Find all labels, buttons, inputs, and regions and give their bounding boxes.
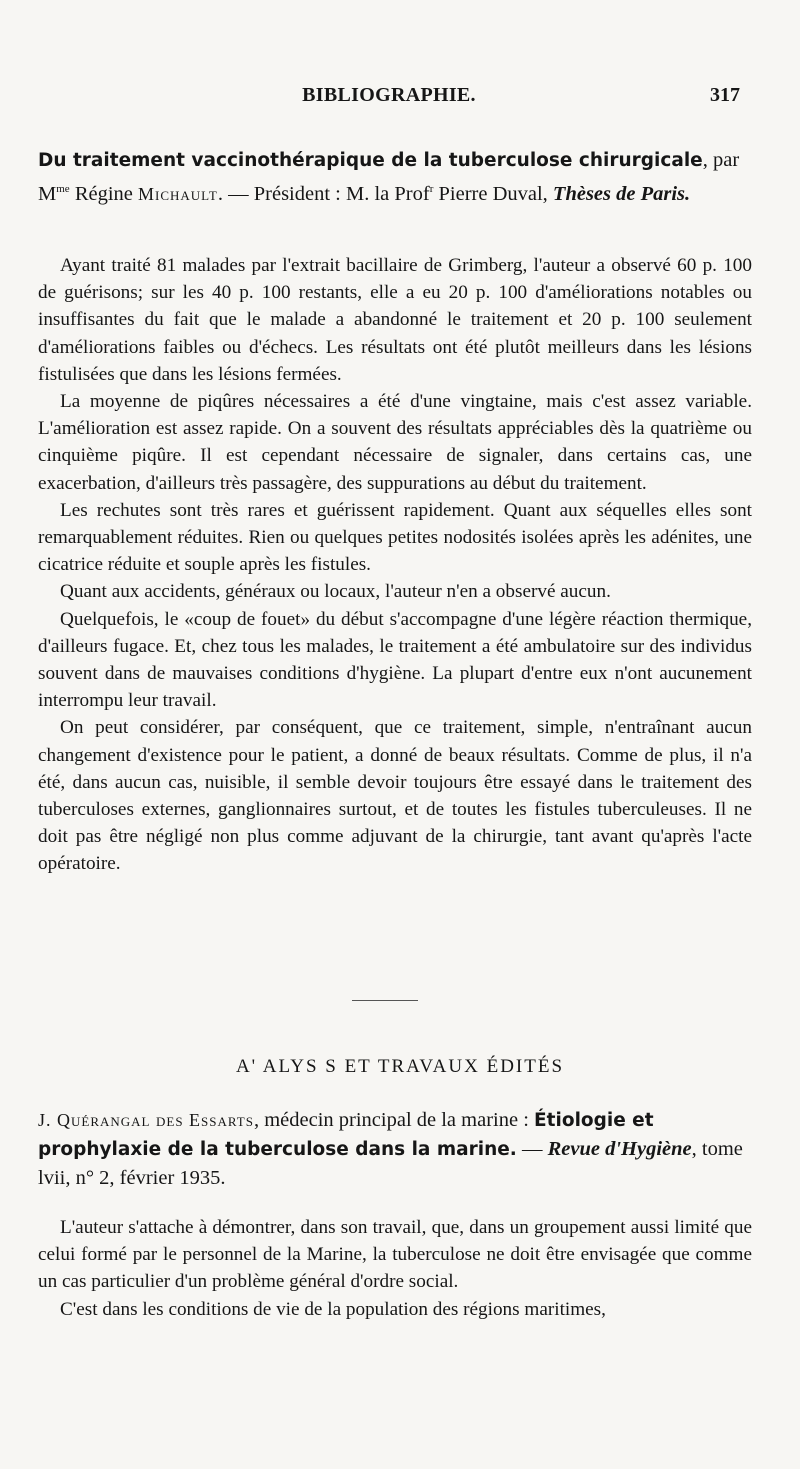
bibliography-entry-1 [38,146,752,208]
entry2-author: J. Quérangal des Essarts [38,1110,254,1130]
paragraph: Quelquefois, le «coup de fouet» du début s'accompagne d'une légère réaction thermique, d'ailleurs fugace. Et, chez tous les malades, le traitement a été ambulatoire sur des individus souvent dans de mauvaises conditions d'hygiène. La plupart d'entre eux n'ont aucunement interrompu leur travail. [38,608,752,712]
entry-author-first: Régine [69,182,139,205]
entry-by-sup: me [56,183,70,195]
paragraph: On peut considérer, par conséquent, que ce traitement, simple, n'entraînant aucun changement d'existence pour le patient, a donné de beaux résultats. Comme de plus, il n'a été, dans aucun cas, nuisible, il semble devoir toujours être essayé dans le traitement des tuberculoses externes, ganglionnaires surtout, et de toutes les fistules tuberculeuses. Il ne doit pas être négligé non plus comme adjuvant de la chirurgie, tant avant qu'après l'acte opératoire. [38,717,752,875]
paragraph: Les rechutes sont très rares et guérissent rapidement. Quant aux séquelles elles sont remarquablement réduites. Rien ou quelques petites nodosités isolées après les adénites, une cicatrice réduite et souple après les fistules. [38,499,752,576]
entry-source: Thèses de Paris. [552,182,691,205]
entry-president-name: Pierre Duval, [433,182,553,205]
entry-by: , par M [38,149,740,205]
running-title: BIBLIOGRAPHIE. [302,84,476,106]
review-body-1 [38,252,752,878]
entry2-details: , tome lvii, n° 2, février 1935. [38,1138,743,1189]
paragraph: Quant aux accidents, généraux ou locaux, l'auteur n'en a observé aucun. [60,581,611,603]
page-header [38,84,740,112]
entry-author-last: Michault [138,183,218,204]
entry2-journal: Revue d'Hygiène [547,1138,692,1160]
paragraph: C'est dans les conditions de vie de la population des régions maritimes, [60,1298,606,1320]
entry-president-sup: r [429,183,434,195]
entry2-dash: — [516,1138,548,1160]
paragraph: La moyenne de piqûres nécessaires a été d'une vingtaine, mais c'est assez variable. L'amélioration est assez rapide. On a souvent des résultats appréciables dès la quatrième ou cinquième piqûre. Il est cependant nécessaire de signaler, dans certains cas, une exacerbation, d'ailleurs très passagère, des suppurations au début du traitement. [38,391,752,494]
page-number: 317 [710,84,740,106]
bibliography-entry-2 [38,1106,752,1193]
entry2-role: , médecin principal de la marine : [253,1109,535,1131]
entry2-title: Étiologie et prophylaxie de la tuberculose dans la marine. [38,1110,654,1160]
section-divider [352,1000,418,1001]
section-title: A' ALYS S ET TRAVAUX ÉDITÉS [235,1056,565,1077]
entry-title: Du traitement vaccinothérapique de la tuberculose chirurgicale [38,150,703,171]
paragraph: L'auteur s'attache à démontrer, dans son travail, que, dans un groupement aussi limité que celui formé par le personnel de la Marine, la tuberculose ne doit être envisagée que comme un cas particulier d'un problème général d'ordre social. [38,1217,752,1293]
review-body-2 [38,1214,752,1323]
paragraph: Ayant traité 81 malades par l'extrait bacillaire de Grimberg, l'auteur a observé 60 p. 100 de guérisons; sur les 40 p. 100 restants, elle a eu 20 p. 100 d'améliorations notables ou insuffisantes du fait que le malade a abandonné le traitement et 20 p. 100 seulement d'améliorations faibles ou d'échecs. Les résultats ont été plutôt meilleurs dans les lésions fistulisées que dans les lésions fermées. [38,255,752,385]
entry-president: . — Président : M. la Prof [217,182,430,205]
